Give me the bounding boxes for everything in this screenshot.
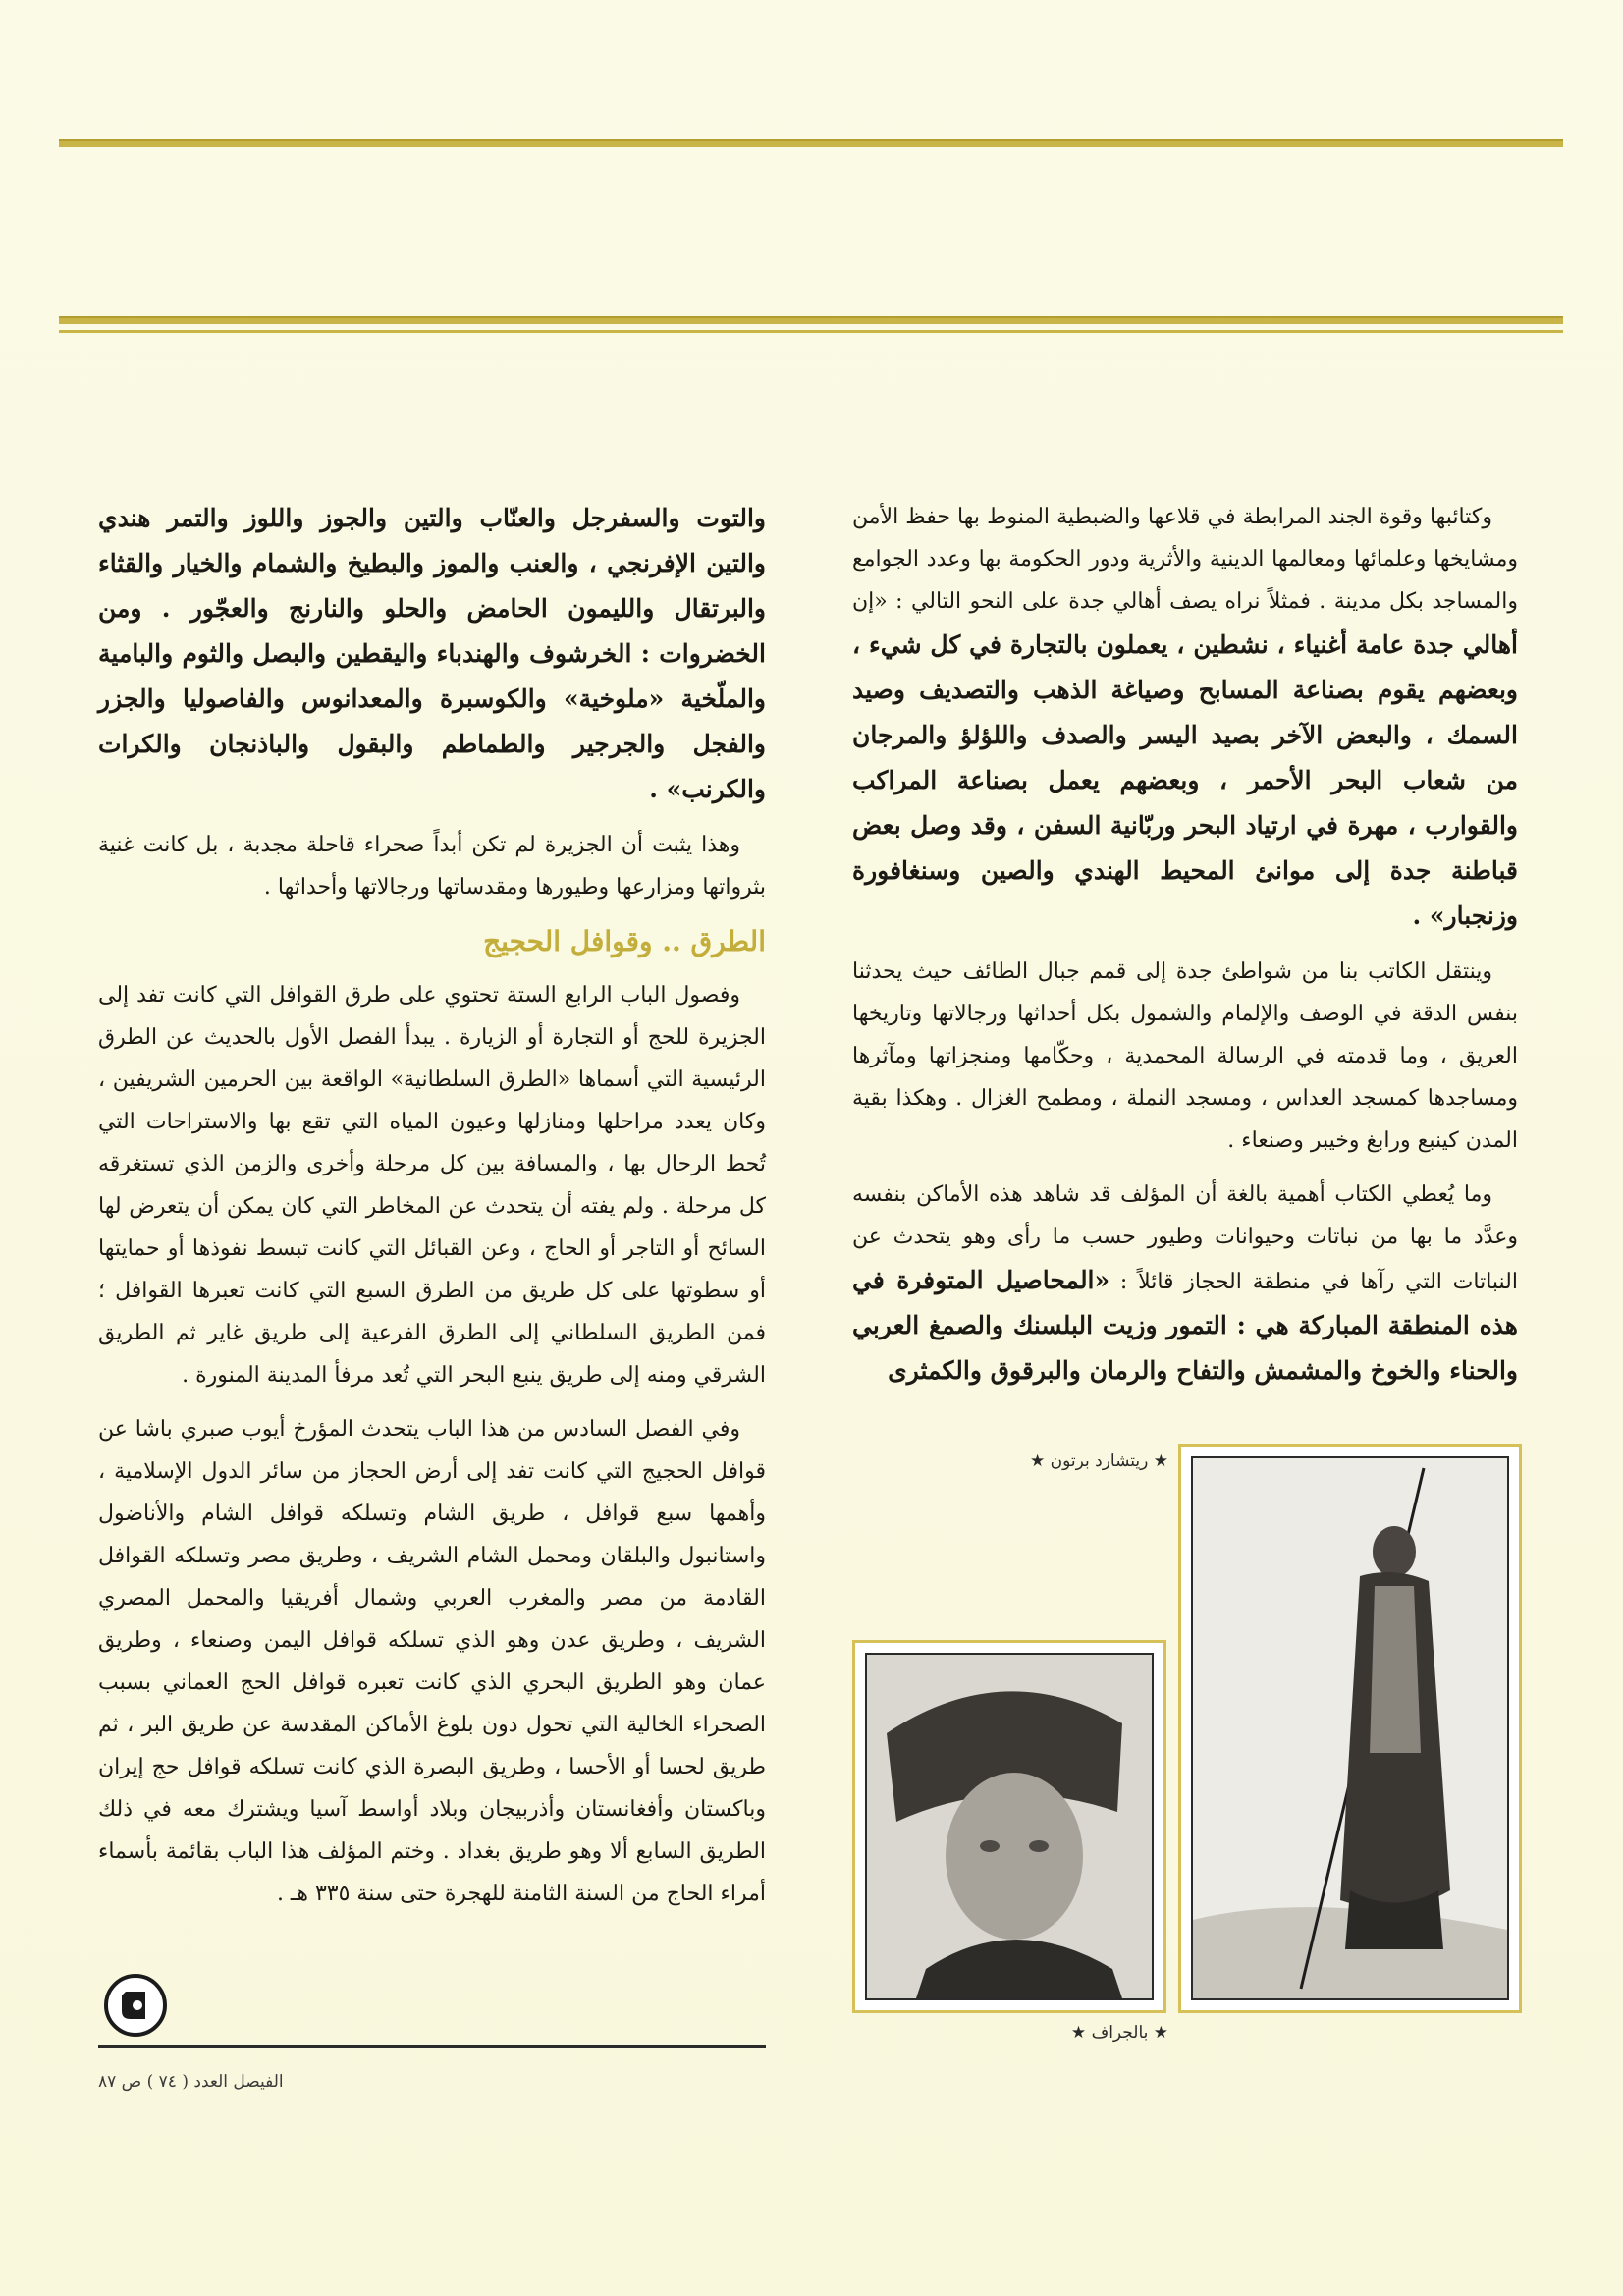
header-rule-thin	[59, 330, 1563, 333]
footer-rule	[98, 2045, 766, 2048]
right-column	[852, 496, 1518, 1405]
burton-figure-icon	[1193, 1458, 1507, 1998]
header-rule	[59, 316, 1563, 324]
left-paragraph-3: وفصول الباب الرابع الستة تحتوي على طرق القوافل التي كانت تفد إلى الجزيرة للحج أو التجارة أو الزيارة . يبدأ الفصل الأول بالحديث عن الطرق الرئيسية التي أسماها «الطرق السلطانية» الواقعة بين الحرمين الشريفين ، وكان يعدد مراحلها ومنازلها وعيون المياه التي تقع بها والاستراحات التي تُحط الرحال بها ، والمسافة بين كل مرحلة وأخرى والزمن الذي تستغرقه كل مرحلة . ولم يفته أن يتحدث عن المخاطر التي كان يمكن أن يتعرض لها السائح أو التاجر أو الحاج ، وعن القبائل التي كانت تبسط نفوذها أو حمايتها أو سطوتها على كل طريق من الطرق السبع التي كانت تعبرها القوافل ؛ فمن الطريق السلطاني إلى الطرق الفرعية إلى طريق غاير ثم الطريق الشرقي ومنه إلى طريق ينبع البحر التي تُعد مرفأ المدينة المنورة .	[98, 983, 766, 1388]
right-paragraph-3: وما يُعطي الكتاب أهمية بالغة أن المؤلف قد شاهد هذه الأماكن بنفسه وعدَّد ما بها من نباتات وحيوانات وطيور حسب ما رأى وهو يتحدث عن النباتات التي رآها في منطقة الحجاز قائلاً : «المحاصيل المتوفرة في هذه المنطقة المباركة هي : التمور وزيت البلسنك والصمغ العربي والحناء والخوخ والمشمش والتفاح والرمان والبرقوق والكمثرى	[852, 1182, 1519, 1385]
crops-quote: «المحاصيل المتوفرة في هذه المنطقة المباركة هي : التمور وزيت البلسنك والصمغ العربي والحناء والخوخ والمشمش والتفاح والرمان والبرقوق والكمثرى	[852, 1266, 1518, 1385]
right-paragraph-2: وينتقل الكاتب بنا من شواطئ جدة إلى قمم جبال الطائف حيث يحدثنا بنفس الدقة في الوصف والإلمام والشمول بكل أحداثها ورجالاتها وتاريخها العريق ، وما قدمته في الرسالة المحمدية ، وحكّامها ومنجزاتها ومآثرها ومساجدها كمسجد العداس ، ومسجد النملة ، ومطمح الغزال . وهكذا بقية المدن كينبع ورابغ وخيبر وصنعاء .	[852, 959, 1518, 1153]
palgrave-caption: ★ بالجراف ★	[1070, 2023, 1168, 2043]
left-column	[98, 496, 766, 1927]
palgrave-portrait-icon	[867, 1655, 1152, 1998]
left-paragraph-1: والتوت والسفرجل والعنّاب والتين والجوز واللوز والتمر هندي والتين الإفرنجي ، والعنب والموز والبطيخ والشمام والخيار والقثاء والبرتقال والليمون الحامض والحلو والنارنج والعجّور . ومن الخضروات : الخرشوف والهندباء واليقطين والبصل والثوم والبامية والملّخية «ملوخية» والكوسبرة والمعدانوس والفاصوليا والجزر والفجل والجرجير والطماطم والبقول والباذنجان والكرات والكرنب» .	[98, 504, 766, 803]
section-heading: الطرق .. وقوافل الحجيج	[483, 925, 766, 957]
palgrave-photo-image	[865, 1653, 1154, 2000]
burton-photo	[1178, 1444, 1522, 2013]
palgrave-photo	[852, 1640, 1166, 2013]
right-paragraph-1: وكتائبها وقوة الجند المرابطة في قلاعها والضبطية المنوط بها حفظ الأمن ومشايخها وعلمائها ومعالمها الدينية والأثرية ودور الحكومة بها وعدد الجوامع والمساجد بكل مدينة . فمثلاً نراه يصف أهالي جدة على النحو التالي : «إن أهالي جدة عامة أغنياء ، نشطين ، يعملون بالتجارة في كل شيء ، وبعضهم يقوم بصناعة المسابح وصياغة الذهب والتصديف وصيد السمك ، والبعض الآخر بصيد اليسر والصدف واللؤلؤ والمرجان من شعاب البحر الأحمر ، وبعضهم يعمل بصناعة المراكب والقوارب ، مهرة في ارتياد البحر وربّانية السفن ، وقد وصل بعض قباطنة جدة إلى موانئ المحيط الهندي والصين وسنغافورة وزنجبار» .	[852, 505, 1518, 930]
jeddah-quote: أهالي جدة عامة أغنياء ، نشطين ، يعملون بالتجارة في كل شيء ، وبعضهم يقوم بصناعة المسابح وصياغة الذهب والتصديف وصيد السمك ، والبعض الآخر بصيد اليسر والصدف واللؤلؤ والمرجان من شعاب البحر الأحمر ، وبعضهم يعمل بصناعة المراكب والقوارب ، مهرة في ارتياد البحر وربّانية السفن ، وقد وصل بعض قباطنة جدة إلى موانئ المحيط الهندي والصين وسنغافورة وزنجبار» .	[852, 630, 1518, 930]
burton-photo-image	[1191, 1456, 1509, 2000]
left-paragraph-2: وهذا يثبت أن الجزيرة لم تكن أبداً صحراء قاحلة مجدبة ، بل كانت غنية بثرواتها ومزارعها وطيورها ومقدساتها ورجالاتها وأحداثها .	[98, 833, 766, 900]
left-paragraph-4: وفي الفصل السادس من هذا الباب يتحدث المؤرخ أيوب صبري باشا عن قوافل الحجيج التي كانت تفد إلى أرض الحجاز من سائر الدول الإسلامية ، وأهمها سبع قوافل ، طريق الشام وتسلكه قوافل الشام والأناضول واستانبول والبلقان ومحمل الشام الشريف ، وطريق مصر وتسلكه القوافل القادمة من مصر والمغرب العربي وشمال أفريقيا والمحمل المصري الشريف ، وطريق عدن وهو الذي تسلكه قوافل اليمن وصنعاء ، وطريق عمان وهو الطريق البحري الذي كانت تعبره قوافل الحج العماني بسبب الصحراء الخالية التي تحول دون بلوغ الأماكن المقدسة عن طريق البر ، ثم طريق لحسا أو الأحسا ، وطريق البصرة الذي كانت تسلكه قوافل حج إيران وباكستان وأفغانستان وأذربيجان وبلاد أواسط آسيا ويشترك معه في ذلك الطريق السابع ألا وهو طريق بغداد . وختم المؤلف هذا الباب بقائمة بأسماء أمراء الحاج من السنة الثامنة للهجرة حتى سنة ٣٣٥ هـ .	[98, 1417, 767, 1906]
footer-issue: الفيصل العدد ( ٧٤ ) ص ٨٧	[98, 2072, 284, 2092]
logo-mark	[108, 1978, 163, 2033]
burton-caption: ★ ريتشارد برتون ★	[1030, 1451, 1168, 1471]
magazine-logo-icon	[104, 1974, 167, 2037]
top-rule	[59, 139, 1563, 147]
